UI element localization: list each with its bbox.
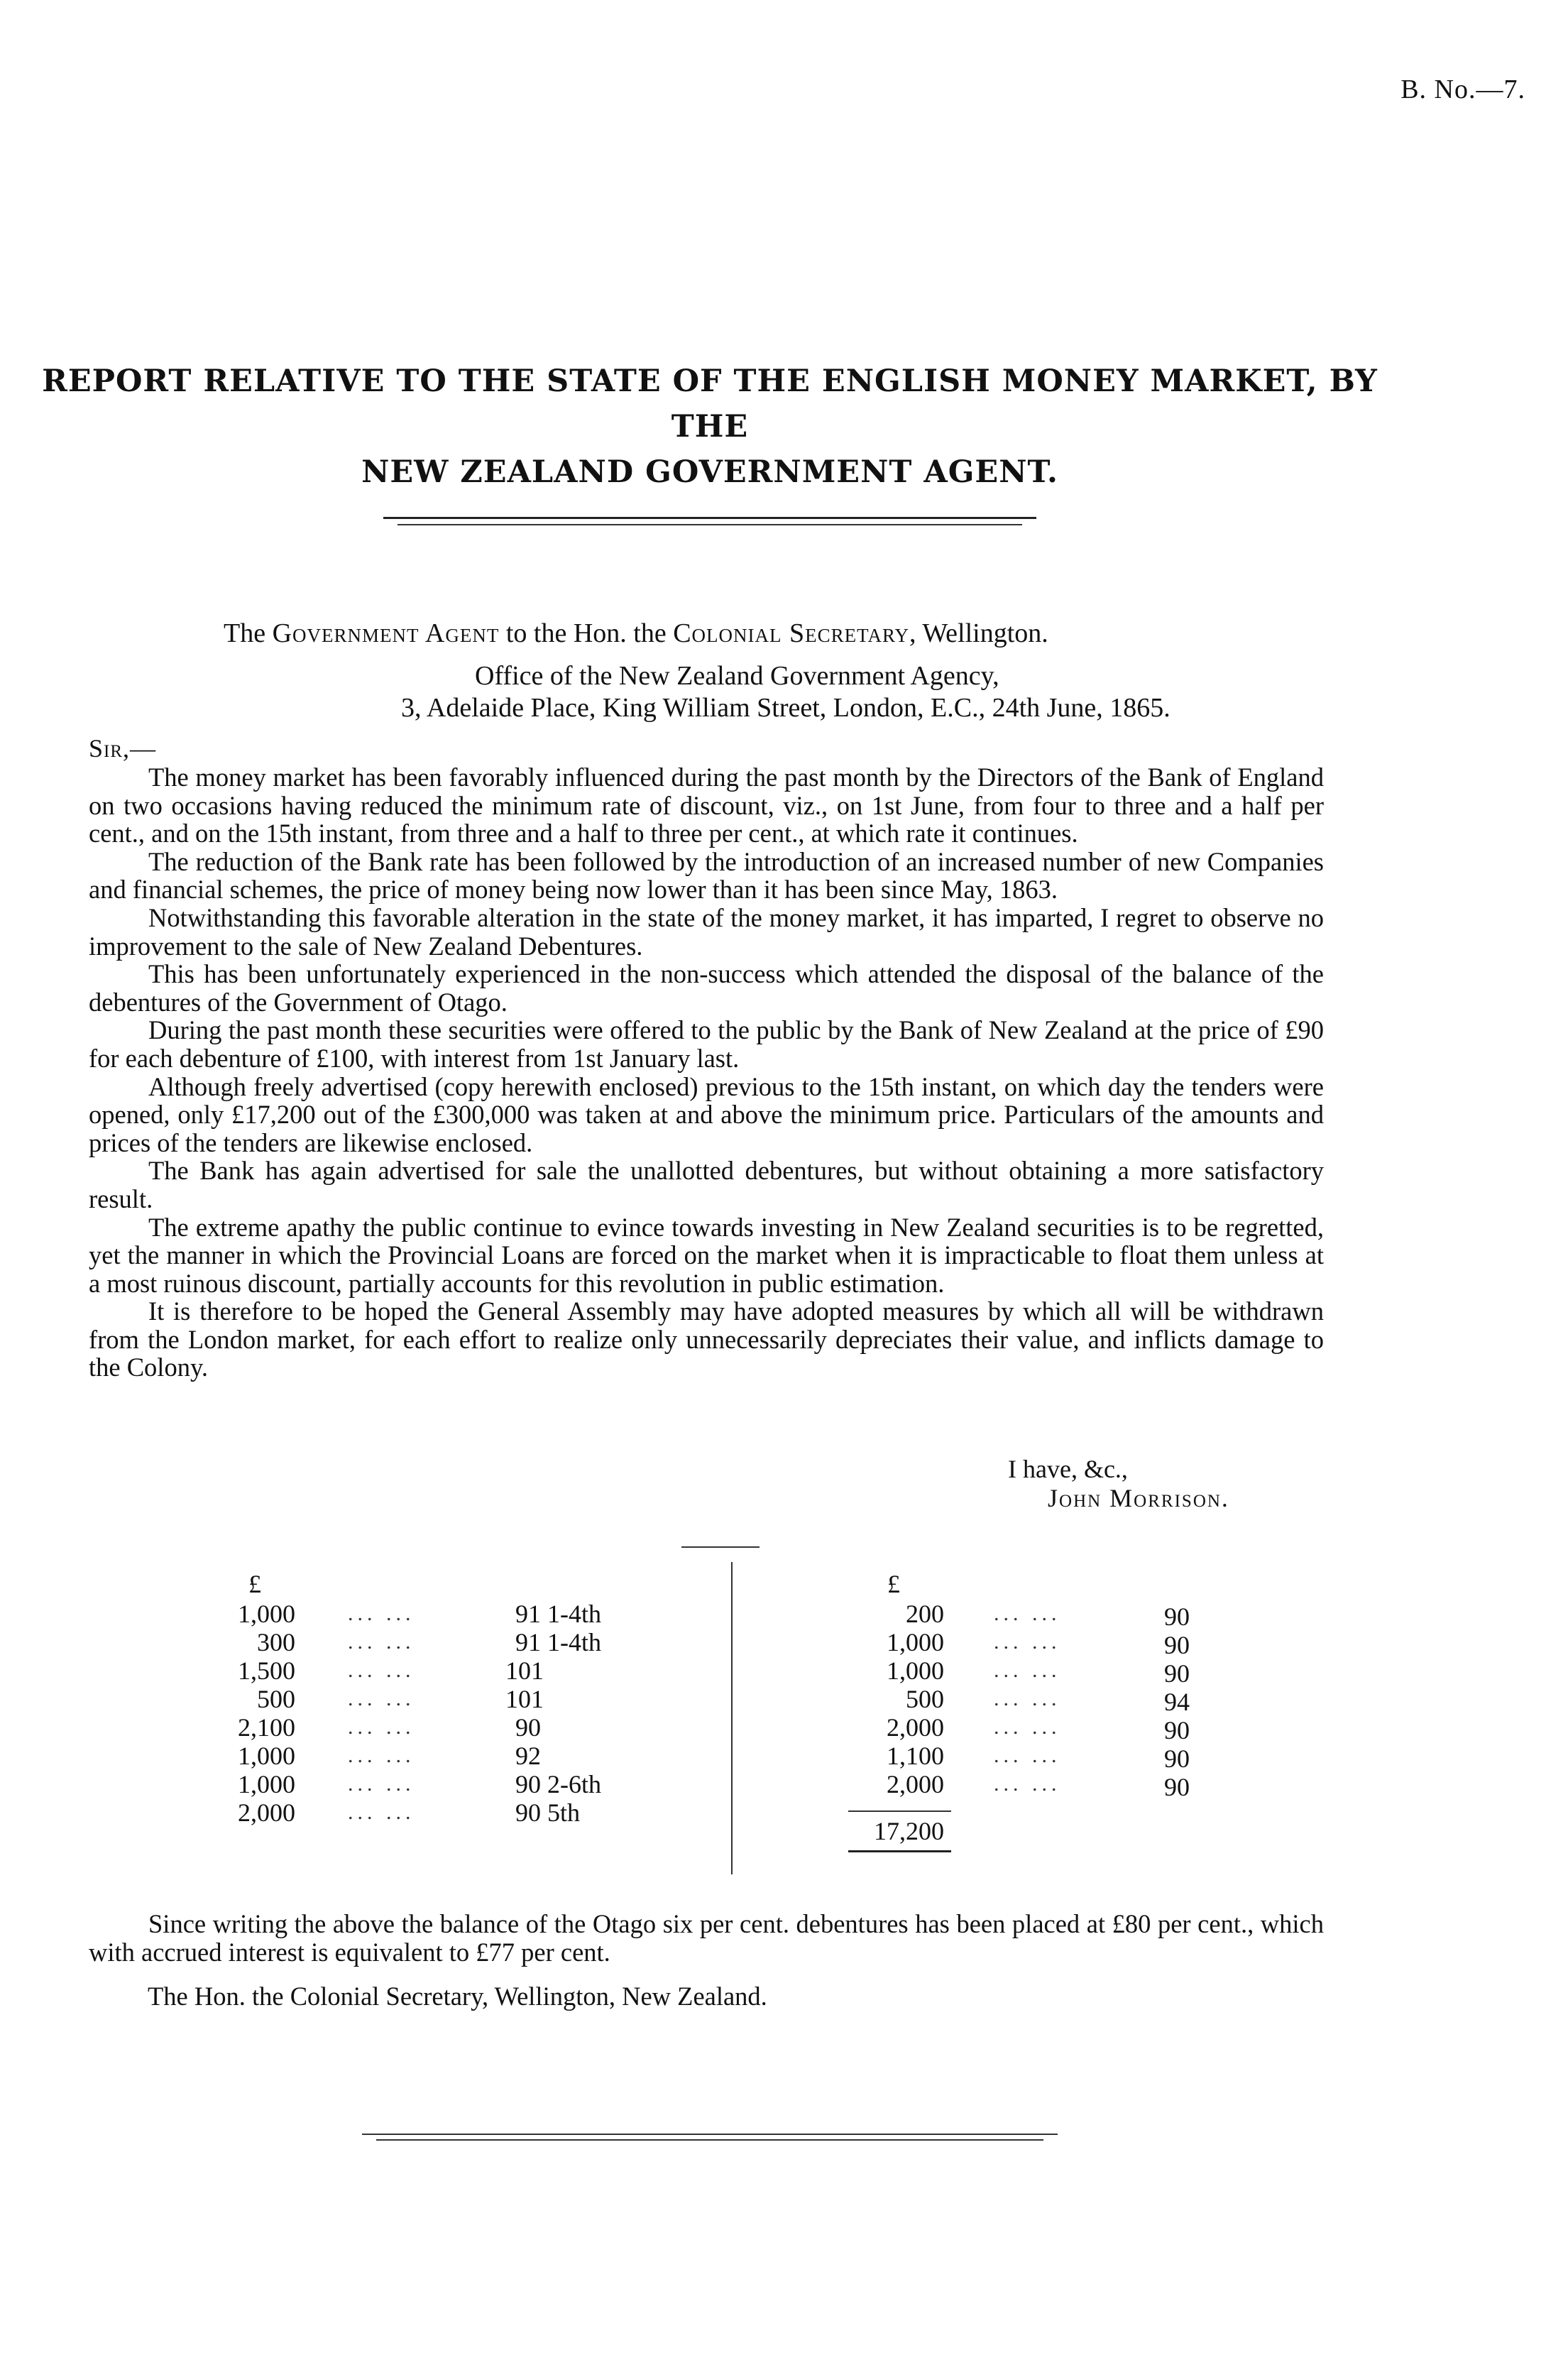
- tender-price: 90 2-6th: [515, 1770, 601, 1798]
- letter-body: [89, 763, 1324, 1382]
- paragraph: Notwithstanding this favorable alteration in the state of the money market, it has imparted, I regret to observe no improvement to the sale of New Zealand Debentures.: [89, 902, 1324, 961]
- tender-amount: 2,000: [887, 1713, 944, 1742]
- office-line-1: Office of the New Zealand Government Agency,: [475, 661, 999, 691]
- tender-price: 90: [1164, 1716, 1190, 1744]
- tender-price: 101: [505, 1656, 544, 1685]
- tender-amount: 1,000: [238, 1600, 295, 1628]
- dot-leader: ... ...: [348, 1602, 415, 1625]
- heading-prefix: The: [224, 618, 266, 648]
- dot-leader: ... ...: [994, 1602, 1061, 1625]
- tender-price: 90: [1164, 1773, 1190, 1801]
- paragraph: The reduction of the Bank rate has been followed by the introduction of an increased number of new Companies and financial schemes, the price of money being now lower than it has been since May, 1863.: [89, 846, 1324, 905]
- dot-leader: ... ...: [994, 1659, 1061, 1682]
- dot-leader: ... ...: [348, 1659, 415, 1682]
- total-double-rule: [848, 1850, 951, 1852]
- tender-price: 90: [515, 1713, 541, 1742]
- tender-price: 90: [1164, 1602, 1190, 1631]
- paragraph: During the past month these securities were offered to the public by the Bank of New Zealand at the price of £90 for each debenture of £100, with interest from 1st January last.: [89, 1015, 1324, 1073]
- title-divider: [383, 517, 1036, 519]
- tender-price: 92: [515, 1742, 541, 1770]
- page-reference: B. No.—7.: [1400, 75, 1525, 104]
- dot-leader: ... ...: [348, 1744, 415, 1767]
- tender-amount: 1,100: [887, 1742, 944, 1770]
- tender-price: 90: [1164, 1631, 1190, 1659]
- paragraph: Although freely advertised (copy herewith enclosed) previous to the 15th instant, on which day the tenders were opened, only £17,200 out of the £300,000 was taken at and above the minimum price. Particulars of the amounts and prices of the tenders are likewise enclosed.: [89, 1071, 1324, 1157]
- paragraph: This has been unfortunately experienced in the non-success which attended the disposal of the balance of the debentures of the Government of Otago.: [89, 959, 1324, 1017]
- tender-amount: 1,500: [238, 1656, 295, 1685]
- dot-leader: ... ...: [348, 1801, 415, 1824]
- paragraph: The money market has been favorably influenced during the past month by the Directors of the Bank of England on two occasions having reduced the minimum rate of discount, viz., on 1st June, from four to three and a half per cent., and on the 15th instant, from three and a half to three per cent., at which rate it continues.: [89, 763, 1324, 848]
- tender-amount: 1,000: [238, 1770, 295, 1798]
- heading-middle: to the Hon. the: [505, 618, 667, 648]
- letter-heading: [224, 618, 1048, 649]
- document-title: [0, 359, 1420, 495]
- dot-leader: ... ...: [348, 1630, 415, 1654]
- tender-amount: 1,000: [238, 1742, 295, 1770]
- right-currency-header: £: [887, 1570, 900, 1598]
- signature: John Morrison.: [1048, 1484, 1229, 1512]
- dot-leader: ... ...: [994, 1715, 1061, 1739]
- total-rule: [848, 1810, 951, 1812]
- closing-line: I have, &c.,: [1008, 1455, 1128, 1483]
- tender-amount: 1,000: [887, 1656, 944, 1685]
- tender-amount: 300: [257, 1628, 295, 1656]
- dot-leader: ... ...: [348, 1772, 415, 1796]
- postscript: [89, 1910, 1324, 1967]
- footer-divider: [362, 2134, 1058, 2135]
- salutation: Sir,—: [89, 734, 157, 763]
- tender-amount: 500: [906, 1685, 944, 1713]
- dot-leader: ... ...: [994, 1630, 1061, 1654]
- postscript-text: Since writing the above the balance of the Otago six per cent. debentures has been placed at £80 per cent., which with accrued interest is equivalent to £77 per cent.: [89, 1909, 1324, 1967]
- paragraph: The Bank has again advertised for sale the unallotted debentures, but without obtaining a more satisfactory result.: [89, 1156, 1324, 1213]
- tender-amount: 2,000: [238, 1798, 295, 1827]
- office-line-2: 3, Adelaide Place, King William Street, London, E.C., 24th June, 1865.: [401, 693, 1170, 723]
- tender-amount: 200: [906, 1600, 944, 1628]
- addressee: The Hon. the Colonial Secretary, Wellington, New Zealand.: [148, 1982, 767, 2011]
- tender-amount: 1,000: [887, 1628, 944, 1656]
- signature-divider: [681, 1546, 760, 1548]
- dot-leader: ... ...: [994, 1772, 1061, 1796]
- tender-price: 90 5th: [515, 1798, 581, 1827]
- dot-leader: ... ...: [348, 1715, 415, 1739]
- tender-price: 94: [1164, 1688, 1190, 1716]
- dot-leader: ... ...: [348, 1687, 415, 1710]
- table-column-divider: [731, 1562, 733, 1874]
- heading-suffix: , Wellington.: [909, 618, 1048, 648]
- tender-price: 91 1-4th: [515, 1600, 601, 1628]
- tender-price: 91 1-4th: [515, 1628, 601, 1656]
- title-line-1: REPORT RELATIVE TO THE STATE OF THE ENGLISH MONEY MARKET, BY THE: [42, 364, 1378, 444]
- tender-total: 17,200: [874, 1817, 944, 1845]
- footer-divider-secondary: [376, 2139, 1043, 2141]
- paragraph: The extreme apathy the public continue to evince towards investing in New Zealand securities is to be regretted, yet the manner in which the Provincial Loans are forced on the market when it is impracticable to float them unless at a most ruinous discount, partially accounts for this revolution in public estimation.: [89, 1212, 1324, 1298]
- tender-price: 90: [1164, 1744, 1190, 1773]
- left-currency-header: £: [248, 1570, 261, 1598]
- tender-amount: 500: [257, 1685, 295, 1713]
- dot-leader: ... ...: [994, 1744, 1061, 1767]
- heading-from: Government Agent: [272, 618, 500, 648]
- title-divider-secondary: [398, 524, 1022, 525]
- dot-leader: ... ...: [994, 1687, 1061, 1710]
- tender-price: 101: [505, 1685, 544, 1713]
- title-line-2: NEW ZEALAND GOVERNMENT AGENT.: [361, 454, 1058, 490]
- paragraph: It is therefore to be hoped the General Assembly may have adopted measures by which all will be withdrawn from the London market, for each effort to realize only unnecessarily depreciates their value, and inflicts damage to the Colony.: [89, 1296, 1324, 1382]
- heading-to: Colonial Secretary: [673, 618, 910, 648]
- tender-price: 90: [1164, 1659, 1190, 1688]
- tender-amount: 2,100: [238, 1713, 295, 1742]
- tender-amount: 2,000: [887, 1770, 944, 1798]
